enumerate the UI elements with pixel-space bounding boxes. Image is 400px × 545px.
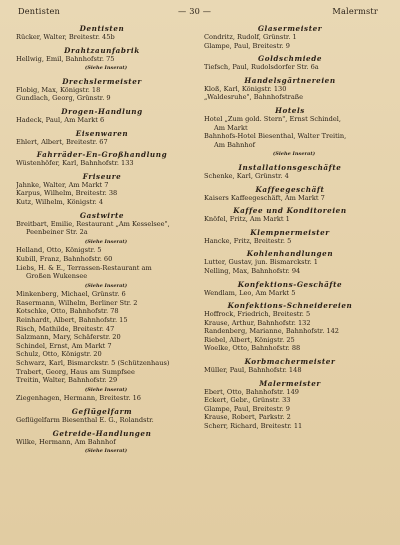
section-heading: Kaffeegeschäft [255,184,325,194]
entry-text: Wilke, Hermann, Am Bahnhof [16,437,116,446]
directory-entry [204,141,376,150]
entry-text: Liebs, H. & E., Terrassen-Restaurant am [16,263,152,272]
directory-entry [16,237,188,247]
entry-text: Schindel, Ernst, Am Markt 7 [16,341,112,350]
advert-note: (Siehe Inserat) [84,65,128,72]
directory-section [204,24,376,50]
directory-entry [16,325,188,334]
directory-entry [16,228,188,237]
header-left: Dentisten [18,6,61,16]
entry-text: Schwarz, Karl, Bismarckstr. 5 (Schützenhaus) [16,359,170,368]
directory-section [204,206,376,224]
directory-entry [204,237,376,246]
entry-text: Kaisers Kaffeegeschäft, Am Markt 7 [204,193,325,202]
directory-entry [204,63,376,72]
entry-text: Rücker, Walter, Breitestr. 45b [16,33,115,41]
directory-entry [204,42,376,51]
directory-section [204,54,376,72]
section-heading: Konfektions-Geschäfte [237,279,343,289]
directory-section [204,379,376,431]
section-heading: Glasermeister [257,24,323,33]
directory-entry [16,281,188,291]
directory-section [16,77,188,103]
section-heading: Drechslermeister [62,76,142,86]
entry-text: Lutter, Gustav, jun. Bismarckstr. 1 [204,258,318,267]
section-heading: Konfektions-Schneidereien [227,301,353,311]
entry-text: Kotschke, Otto, Bahnhofstr. 78 [16,307,119,316]
advert-note: (Siehe Inserat) [84,238,128,245]
section-heading: Hotels [275,105,305,115]
advert-note: (Siehe Inserat) [84,448,128,455]
directory-entry [16,255,188,264]
entry-text: Treitin, Walter, Bahnhofstr. 29 [16,376,118,385]
directory-entry [16,416,188,425]
directory-entry [204,215,376,224]
directory-section [16,46,188,73]
directory-section [16,407,188,425]
directory-entry [204,366,376,375]
entry-text: Kloß, Karl, Königstr. 130 [204,84,287,93]
section-heading: Drogen-Handlung [61,106,143,116]
directory-entry [16,220,188,229]
directory-entry [16,33,188,42]
directory-entry [16,299,188,308]
entry-text: Geflügelfarm Biesenthal E. G., Rolandstr. [16,416,154,424]
directory-section [16,211,188,403]
directory-section [204,76,376,102]
entry-text: Krause, Robert, Parkstr. 2 [204,413,291,422]
directory-entry [204,258,376,267]
entry-text: Scherr, Richard, Breitestr. 11 [204,422,303,431]
header-right: Malermstr [332,6,378,16]
directory-entry [16,290,188,299]
directory-entry [16,368,188,377]
entry-text: Am Markt [214,123,248,132]
entry-text: Schenke, Karl, Grünstr. 4 [204,171,289,180]
directory-entry [204,172,376,181]
entry-text: Knöfel, Fritz, Am Markt 1 [204,215,290,224]
directory-entry [16,159,188,168]
entry-text: Randenberg, Marianne, Bahnhofstr. 142 [204,327,339,336]
directory-entry [16,359,188,368]
directory-section [204,106,376,159]
section-heading: Fahrräder-En-Großhandlung [36,150,168,160]
directory-section [16,172,188,207]
entry-text: Woelke, Otto, Bahnhofstr. 88 [204,344,301,353]
directory-entry [16,63,188,73]
directory-entry [204,344,376,353]
directory-entry [204,149,376,159]
section-heading: Eisenwaren [75,128,129,138]
entry-text: Salzmann, Mary, Schäferstr. 20 [16,333,121,342]
section-heading: Malermeister [259,378,321,388]
directory-entry [16,333,188,342]
directory-entry [204,289,376,298]
entry-text: Krause, Arthur, Bahnhofstr. 132 [204,318,311,327]
section-heading: Drahtzaunfabrik [64,45,140,55]
entry-text: Glampe, Paul, Breitestr. 9 [204,404,290,413]
entry-text: Müller, Paul, Bahnhofstr. 148 [204,366,302,375]
entry-text: Jahnke, Walter, Am Markt 7 [16,180,109,189]
entry-text: Wüstenhöfer, Karl, Bahnhofstr. 133 [16,159,134,168]
entry-text: Hoffrock, Friedrich, Breitestr. 5 [204,310,311,319]
entry-text: Karpus, Wilhelm, Breitestr. 38 [16,189,118,198]
advert-note: (Siehe Inserat) [84,282,128,289]
directory-entry [16,181,188,190]
entry-text: Nelling, Max, Bahnhofstr. 94 [204,266,301,275]
directory-entry [16,116,188,125]
directory-section [16,107,188,125]
directory-section [16,429,188,456]
entry-text: Glampe, Paul, Breitestr. 9 [204,41,290,50]
directory-section [16,129,188,147]
directory-entry [204,319,376,328]
directory-entry [16,350,188,359]
directory-section [204,163,376,181]
entry-text: „Waldesruhe", Bahnhofstraße [204,93,304,102]
directory-entry [204,413,376,422]
directory-entry [16,264,188,273]
directory-entry [16,438,188,447]
entry-text: Kutz, Wilhelm, Königstr. 4 [16,197,104,206]
directory-entry [16,138,188,147]
entry-text: Hellwig, Emil, Bahnhofstr. 75 [16,54,115,63]
directory-entry [16,198,188,207]
directory-entry [204,422,376,431]
directory-section [204,301,376,353]
entry-text: Bahnhofs-Hotel Biesenthal, Walter Treitin, [204,132,347,141]
entry-text: Helland, Otto, Königstr. 5 [16,246,102,255]
directory-entry [204,405,376,414]
entry-text: Rasermann, Wilhelm, Berliner Str. 2 [16,298,138,307]
entry-text: Am Bahnhof [214,140,256,149]
entry-text: Ebert, Otto, Bahnhofstr. 149 [204,387,299,396]
entry-text: Schulz, Otto, Königstr. 20 [16,350,102,359]
entry-text: Trabert, Georg, Haus am Sumpfsee [16,367,135,376]
directory-entry [204,194,376,203]
entry-text: Hotel „Zum gold. Stern", Ernst Schindel, [204,114,341,123]
directory-section [204,280,376,298]
section-heading: Handelsgärtnereien [244,75,336,85]
entry-text: Flobig, Max, Königstr. 18 [16,85,101,94]
entry-text: Hancke, Fritz, Breitestr. 5 [204,236,292,245]
directory-entry [16,86,188,95]
entry-text: Tiefsch, Paul, Rudolsdorfer Str. 6a [204,63,319,72]
entry-text: Reinhardt, Albert, Bahnhofstr. 15 [16,316,128,325]
directory-entry [16,272,188,281]
directory-section [204,249,376,275]
entry-text: Risch, Mathilde, Breitestr. 47 [16,324,115,333]
entry-text: Eckert, Gebr., Grünstr. 33 [204,396,291,405]
directory-entry [16,446,188,456]
directory-entry [16,394,188,403]
entry-text: Großen Wukensee [26,272,88,281]
entry-text: Ziegenhagen, Hermann, Breitestr. 16 [16,394,141,403]
directory-entry [16,246,188,255]
page-header [0,6,400,20]
directory-entry [16,316,188,325]
advert-note: (Siehe Inserat) [272,151,316,158]
directory-entry [204,132,376,141]
directory-entry [204,93,376,102]
left-column [16,24,188,460]
directory-section [16,24,188,42]
directory-entry [16,307,188,316]
entry-text: Minkenberg, Michael, Grünstr. 6 [16,290,126,299]
entry-text: Condritz, Rudolf, Grünstr. 1 [204,33,297,41]
entry-text: Riebel, Albert, Königstr. 25 [204,335,295,344]
section-heading: Installationsgeschäfte [238,162,342,172]
section-heading: Korbmachermeister [244,357,336,367]
section-heading: Kaffee und Konditoreien [233,206,347,216]
directory-entry [16,189,188,198]
advert-note: (Siehe Inserat) [84,386,128,393]
directory-entry [204,115,376,124]
entry-text: Wendlam, Leo, Am Markt 5 [204,288,296,297]
directory-entry [204,124,376,133]
directory-entry [16,376,188,385]
entry-text: Breitbart, Emilie, Restaurant „Am Kesselsee", [16,219,170,228]
entry-text: Kubill, Franz, Bahnhofstr. 60 [16,254,113,263]
section-heading: Kohlenhandlungen [246,249,334,259]
directory-entry [16,94,188,103]
directory-entry [204,327,376,336]
directory-section [204,357,376,375]
directory-entry [204,85,376,94]
entry-text: Hadeck, Paul, Am Markt 6 [16,115,105,124]
directory-entry [204,396,376,405]
directory-entry [16,342,188,351]
directory-entry [204,336,376,345]
entry-text: Ehlert, Albert, Breitestr. 67 [16,137,108,146]
section-heading: Friseure [82,171,122,181]
directory-section [16,150,188,168]
section-heading: Dentisten [79,24,125,33]
directory-entry [204,388,376,397]
section-heading: Gastwirte [79,210,125,220]
directory-section [204,185,376,203]
entry-text: Gundlach, Georg, Grünstr. 9 [16,94,111,103]
page-number: — 30 — [178,6,212,16]
section-heading: Goldschmiede [257,54,323,64]
directory-entry [204,267,376,276]
right-column [204,24,376,435]
entry-text: Peenbeiner Str. 2a [26,228,88,237]
directory-entry [16,55,188,64]
directory-section [204,228,376,246]
section-heading: Getreide-Handlungen [52,428,152,438]
section-heading: Klempnermeister [250,227,330,237]
section-heading: Geflügelfarm [71,407,133,416]
directory-entry [204,33,376,42]
directory-entry [16,385,188,395]
directory-entry [204,310,376,319]
